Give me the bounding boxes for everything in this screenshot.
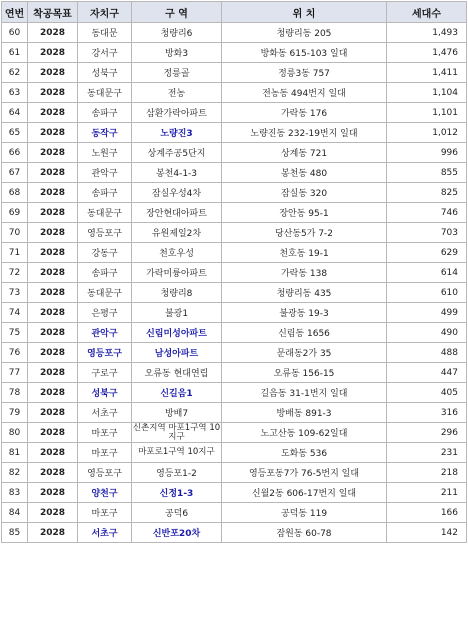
location-cell: 신월2동 606-17번지 일대	[222, 483, 387, 503]
start-year-cell: 2028	[28, 203, 78, 223]
location-cell: 공덕동 119	[222, 503, 387, 523]
units-cell: 1,101	[387, 103, 467, 123]
table-row	[2, 143, 467, 163]
location-cell: 영등포동7가 76-5번지 일대	[222, 463, 387, 483]
location-cell: 방배동 891-3	[222, 403, 387, 423]
row-number: 75	[2, 323, 28, 343]
row-number: 69	[2, 203, 28, 223]
table-row	[2, 523, 467, 543]
district-cell: 영등포구	[78, 343, 132, 363]
location-cell: 도화동 536	[222, 443, 387, 463]
table-row	[2, 383, 467, 403]
area-name-cell: 노량진3	[132, 123, 222, 143]
district-cell: 동대문구	[78, 203, 132, 223]
header-area-name: 구 역	[132, 2, 222, 23]
start-year-cell: 2028	[28, 523, 78, 543]
row-number: 71	[2, 243, 28, 263]
row-number: 63	[2, 83, 28, 103]
district-cell: 송파구	[78, 263, 132, 283]
start-year-cell: 2028	[28, 223, 78, 243]
area-name-cell: 오류동 현대연립	[132, 363, 222, 383]
district-cell: 서초구	[78, 523, 132, 543]
units-cell: 405	[387, 383, 467, 403]
row-number: 83	[2, 483, 28, 503]
district-cell: 송파구	[78, 183, 132, 203]
table-row	[2, 23, 467, 43]
table-row	[2, 83, 467, 103]
start-year-cell: 2028	[28, 163, 78, 183]
location-cell: 신림동 1656	[222, 323, 387, 343]
location-cell: 오류동 156-15	[222, 363, 387, 383]
units-cell: 1,012	[387, 123, 467, 143]
start-year-cell: 2028	[28, 263, 78, 283]
redevelopment-table	[1, 1, 467, 543]
units-cell: 614	[387, 263, 467, 283]
table-row	[2, 123, 467, 143]
district-cell: 영등포구	[78, 223, 132, 243]
table-row	[2, 263, 467, 283]
table-row	[2, 483, 467, 503]
units-cell: 499	[387, 303, 467, 323]
location-cell: 당산동5가 7-2	[222, 223, 387, 243]
area-name-cell: 유원제일2차	[132, 223, 222, 243]
units-cell: 746	[387, 203, 467, 223]
table-row	[2, 463, 467, 483]
units-cell: 490	[387, 323, 467, 343]
area-name-cell: 천호우성	[132, 243, 222, 263]
units-cell: 316	[387, 403, 467, 423]
district-cell: 서초구	[78, 403, 132, 423]
start-year-cell: 2028	[28, 23, 78, 43]
district-cell: 관악구	[78, 163, 132, 183]
table-row	[2, 303, 467, 323]
area-name-cell: 청량리6	[132, 23, 222, 43]
location-cell: 잠실동 320	[222, 183, 387, 203]
header-location: 위 치	[222, 2, 387, 23]
area-name-cell: 삼환가락아파트	[132, 103, 222, 123]
location-cell: 청량리동 205	[222, 23, 387, 43]
start-year-cell: 2028	[28, 443, 78, 463]
units-cell: 166	[387, 503, 467, 523]
row-number: 76	[2, 343, 28, 363]
units-cell: 996	[387, 143, 467, 163]
district-cell: 성북구	[78, 63, 132, 83]
row-number: 84	[2, 503, 28, 523]
row-number: 85	[2, 523, 28, 543]
row-number: 65	[2, 123, 28, 143]
units-cell: 488	[387, 343, 467, 363]
table-row	[2, 323, 467, 343]
start-year-cell: 2028	[28, 183, 78, 203]
district-cell: 양천구	[78, 483, 132, 503]
header-district: 자치구	[78, 2, 132, 23]
units-cell: 142	[387, 523, 467, 543]
row-number: 66	[2, 143, 28, 163]
row-number: 73	[2, 283, 28, 303]
district-cell: 송파구	[78, 103, 132, 123]
district-cell: 강동구	[78, 243, 132, 263]
location-cell: 가락동 176	[222, 103, 387, 123]
area-name-cell: 신길음1	[132, 383, 222, 403]
units-cell: 610	[387, 283, 467, 303]
location-cell: 불광동 19-3	[222, 303, 387, 323]
location-cell: 방화동 615-103 일대	[222, 43, 387, 63]
table-row	[2, 503, 467, 523]
location-cell: 문래동2가 35	[222, 343, 387, 363]
start-year-cell: 2028	[28, 63, 78, 83]
start-year-cell: 2028	[28, 383, 78, 403]
table-row	[2, 443, 467, 463]
row-number: 74	[2, 303, 28, 323]
start-year-cell: 2028	[28, 483, 78, 503]
district-cell: 구로구	[78, 363, 132, 383]
location-cell: 잠원동 60-78	[222, 523, 387, 543]
location-cell: 전농동 494번지 일대	[222, 83, 387, 103]
table-row	[2, 423, 467, 443]
area-name-cell: 전농	[132, 83, 222, 103]
district-cell: 동대문	[78, 23, 132, 43]
start-year-cell: 2028	[28, 323, 78, 343]
table-row	[2, 343, 467, 363]
header-start-year: 착공목표	[28, 2, 78, 23]
units-cell: 218	[387, 463, 467, 483]
row-number: 64	[2, 103, 28, 123]
start-year-cell: 2028	[28, 283, 78, 303]
table-row	[2, 243, 467, 263]
start-year-cell: 2028	[28, 123, 78, 143]
area-name-cell: 청량리8	[132, 283, 222, 303]
row-number: 78	[2, 383, 28, 403]
table-row	[2, 203, 467, 223]
row-number: 61	[2, 43, 28, 63]
district-cell: 영등포구	[78, 463, 132, 483]
units-cell: 855	[387, 163, 467, 183]
row-number: 67	[2, 163, 28, 183]
district-cell: 은평구	[78, 303, 132, 323]
district-cell: 동대문구	[78, 83, 132, 103]
start-year-cell: 2028	[28, 403, 78, 423]
start-year-cell: 2028	[28, 503, 78, 523]
units-cell: 447	[387, 363, 467, 383]
start-year-cell: 2028	[28, 363, 78, 383]
row-number: 79	[2, 403, 28, 423]
area-name-cell: 불광1	[132, 303, 222, 323]
units-cell: 296	[387, 423, 467, 443]
row-number: 77	[2, 363, 28, 383]
area-name-cell: 봉천4-1-3	[132, 163, 222, 183]
row-number: 62	[2, 63, 28, 83]
area-name-cell: 방배7	[132, 403, 222, 423]
row-number: 80	[2, 423, 28, 443]
units-cell: 231	[387, 443, 467, 463]
location-cell: 천호동 19-1	[222, 243, 387, 263]
start-year-cell: 2028	[28, 143, 78, 163]
area-name-cell: 장안현대아파트	[132, 203, 222, 223]
area-name-cell: 마포로1구역 10지구	[132, 443, 222, 463]
start-year-cell: 2028	[28, 303, 78, 323]
row-number: 70	[2, 223, 28, 243]
area-name-cell: 가락미륭아파트	[132, 263, 222, 283]
units-cell: 211	[387, 483, 467, 503]
table-row	[2, 43, 467, 63]
units-cell: 703	[387, 223, 467, 243]
district-cell: 성북구	[78, 383, 132, 403]
row-number: 82	[2, 463, 28, 483]
table-row	[2, 223, 467, 243]
area-name-cell: 남성아파트	[132, 343, 222, 363]
header-units: 세대수	[387, 2, 467, 23]
area-name-cell: 영등포1-2	[132, 463, 222, 483]
district-cell: 마포구	[78, 423, 132, 443]
table-row	[2, 183, 467, 203]
units-cell: 629	[387, 243, 467, 263]
area-name-cell: 방화3	[132, 43, 222, 63]
table-row	[2, 363, 467, 383]
header-row	[2, 2, 467, 23]
start-year-cell: 2028	[28, 83, 78, 103]
district-cell: 마포구	[78, 443, 132, 463]
units-cell: 1,476	[387, 43, 467, 63]
location-cell: 봉천동 480	[222, 163, 387, 183]
district-cell: 노원구	[78, 143, 132, 163]
row-number: 72	[2, 263, 28, 283]
location-cell: 정릉3동 757	[222, 63, 387, 83]
row-number: 68	[2, 183, 28, 203]
location-cell: 노고산동 109-62일대	[222, 423, 387, 443]
area-name-cell: 잠실우성4차	[132, 183, 222, 203]
start-year-cell: 2028	[28, 43, 78, 63]
area-name-cell: 신림미성아파트	[132, 323, 222, 343]
location-cell: 노량진동 232-19번지 일대	[222, 123, 387, 143]
location-cell: 가락동 138	[222, 263, 387, 283]
area-name-cell: 신반포20차	[132, 523, 222, 543]
area-name-cell: 상계주공5단지	[132, 143, 222, 163]
units-cell: 1,411	[387, 63, 467, 83]
area-name-cell: 신촌지역 마포1구역 10지구	[132, 422, 221, 442]
district-cell: 마포구	[78, 503, 132, 523]
header-no: 연번	[2, 2, 28, 23]
units-cell: 825	[387, 183, 467, 203]
area-name-cell: 신정1-3	[132, 483, 222, 503]
units-cell: 1,104	[387, 83, 467, 103]
location-cell: 상계동 721	[222, 143, 387, 163]
district-cell: 관악구	[78, 323, 132, 343]
start-year-cell: 2028	[28, 103, 78, 123]
start-year-cell: 2028	[28, 243, 78, 263]
table-row	[2, 283, 467, 303]
row-number: 81	[2, 443, 28, 463]
table-row	[2, 103, 467, 123]
location-cell: 청량리동 435	[222, 283, 387, 303]
district-cell: 동대문구	[78, 283, 132, 303]
start-year-cell: 2028	[28, 463, 78, 483]
table-row	[2, 63, 467, 83]
start-year-cell: 2028	[28, 343, 78, 363]
location-cell: 장안동 95-1	[222, 203, 387, 223]
start-year-cell: 2028	[28, 423, 78, 443]
area-name-cell: 공덕6	[132, 503, 222, 523]
area-name-cell: 정릉골	[132, 63, 222, 83]
table-row	[2, 403, 467, 423]
location-cell: 길음동 31-1번지 일대	[222, 383, 387, 403]
units-cell: 1,493	[387, 23, 467, 43]
table-row	[2, 163, 467, 183]
district-cell: 동작구	[78, 123, 132, 143]
row-number: 60	[2, 23, 28, 43]
district-cell: 강서구	[78, 43, 132, 63]
